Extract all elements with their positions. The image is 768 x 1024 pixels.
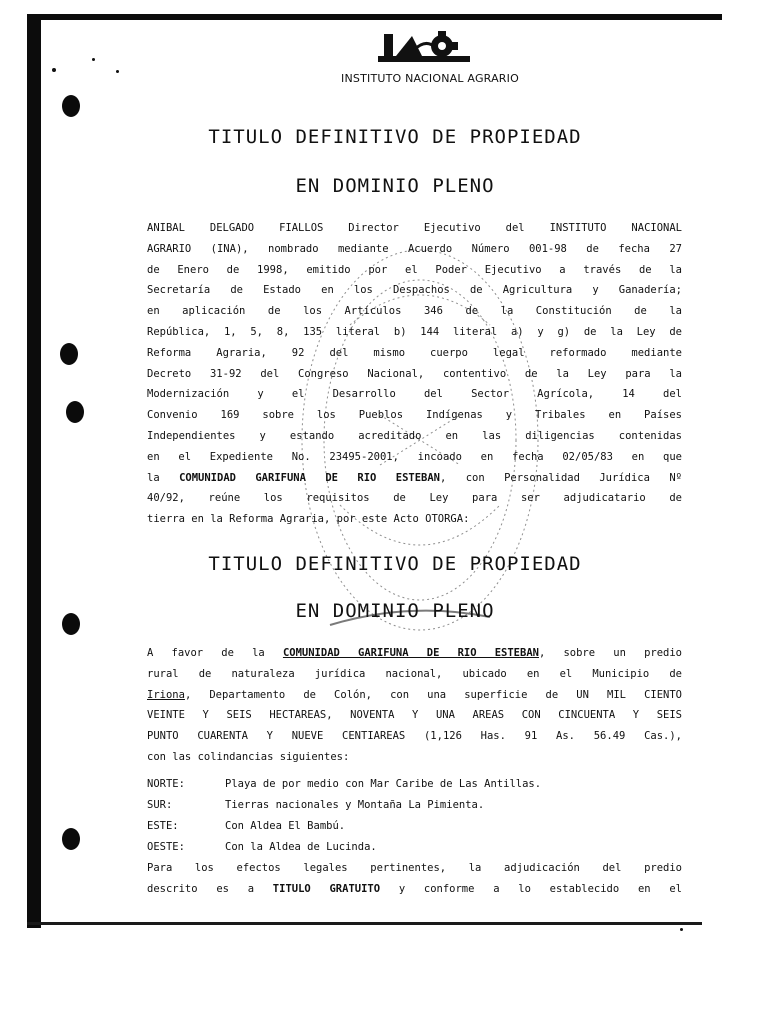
scan-left-edge xyxy=(27,14,41,928)
scan-top-edge xyxy=(27,14,722,20)
punch-hole-icon xyxy=(62,828,80,850)
closing-suffix: y conforme a lo establecido en el xyxy=(398,882,682,895)
scan-speck xyxy=(680,928,683,931)
boundary-label: ESTE: xyxy=(147,820,179,832)
boundary-text: Con Aldea El Bambú. xyxy=(225,820,346,832)
boundary-text: Playa de por medio con Mar Caribe de Las Antillas. xyxy=(225,778,542,790)
favor-name: COMUNIDAD GARIFUNA DE RIO ESTEBAN xyxy=(282,647,539,659)
organization-name: INSTITUTO NACIONAL AGRARIO xyxy=(341,72,519,85)
boundary-north xyxy=(147,778,541,790)
grant-paragraph xyxy=(147,643,682,768)
ina-logo-icon xyxy=(378,26,470,70)
closing-line-2 xyxy=(147,879,682,900)
community-prefix: la xyxy=(147,471,160,484)
preamble-line: Decreto 31-92 del Congreso Nacional, contentivo de la Ley para la xyxy=(147,367,682,380)
preamble-line: en aplicación de los Artículos 346 de la Constitución de la xyxy=(147,305,682,318)
boundary-west xyxy=(147,841,377,853)
preamble-line: República, 1, 5, 8, 135 literal b) 144 literal a) y g) de la Ley de xyxy=(147,325,682,338)
boundary-label: OESTE: xyxy=(147,841,185,853)
punch-hole-icon xyxy=(62,95,80,117)
grant-line: PUNTO CUARENTA Y NUEVE CENTIAREAS (1,126 Has. 91 As. 56.49 Cas.), xyxy=(147,730,682,743)
grant-subtitle: EN DOMINIO PLENO xyxy=(295,600,495,622)
grant-line: VEINTE Y SEIS HECTAREAS, NOVENTA Y UNA AREAS CON CINCUENTA Y SEIS xyxy=(147,709,682,722)
grant-title: TITULO DEFINITIVO DE PROPIEDAD xyxy=(208,553,582,575)
community-suffix: , con Personalidad Jurídica Nº xyxy=(440,471,682,484)
boundary-label: SUR: xyxy=(147,799,173,811)
scan-speck xyxy=(92,58,95,61)
community-line xyxy=(147,468,682,489)
scan-bottom-edge xyxy=(27,922,702,925)
community-name: COMUNIDAD GARIFUNA DE RIO ESTEBAN xyxy=(179,471,440,484)
preamble-line: 40/92, reúne los requisitos de Ley para ser adjudicatario de xyxy=(147,492,682,505)
title-type: TITULO GRATUITO xyxy=(272,882,381,895)
scan-speck xyxy=(52,68,56,72)
boundary-east xyxy=(147,820,345,832)
boundary-label: NORTE: xyxy=(147,778,185,790)
preamble-paragraph xyxy=(147,218,682,530)
closing-line: Para los efectos legales pertinentes, la adjudicación del predio xyxy=(147,862,682,874)
preamble-line: de Enero de 1998, emitido por el Poder Ejecutivo a través de la xyxy=(147,263,682,276)
scan-speck xyxy=(116,70,119,73)
preamble-line: tierra en la Reforma Agraria, por este Acto OTORGA: xyxy=(147,513,470,526)
preamble-line: Reforma Agraria, 92 del mismo cuerpo legal reformado mediante xyxy=(147,346,682,359)
favor-prefix: A favor de la xyxy=(147,647,265,659)
boundary-south xyxy=(147,799,484,811)
grant-line-rest: , Departamento de Colón, con una superficie de UN MIL CIENTO xyxy=(184,688,682,701)
closing-paragraph xyxy=(147,858,682,900)
boundary-text: Con la Aldea de Lucinda. xyxy=(225,841,377,853)
punch-hole-icon xyxy=(60,343,78,365)
punch-hole-icon xyxy=(66,401,84,423)
grant-line: rural de naturaleza jurídica nacional, ubicado en el Municipio de xyxy=(147,667,682,680)
preamble-line: Secretaría de Estado en los Despachos de Agricultura y Ganadería; xyxy=(147,284,682,297)
grant-municipality-line xyxy=(147,685,682,706)
preamble-line: AGRARIO (INA), nombrado mediante Acuerdo Número 001-98 de fecha 27 xyxy=(147,242,682,255)
preamble-line: Modernización y el Desarrollo del Sector Agrícola, 14 del xyxy=(147,388,682,401)
closing-prefix: descrito es a xyxy=(147,882,255,895)
favor-suffix: , sobre un predio xyxy=(538,647,682,659)
municipality-name: Iriona xyxy=(147,688,185,701)
preamble-line: en el Expediente No. 23495-2001, incoado en fecha 02/05/83 en que xyxy=(147,450,682,463)
document-title: TITULO DEFINITIVO DE PROPIEDAD xyxy=(208,126,582,148)
boundary-text: Tierras nacionales y Montaña La Pimienta. xyxy=(225,799,485,811)
grant-favor-line xyxy=(147,643,682,664)
preamble-line: Convenio 169 sobre los Pueblos Indígenas y Tribales en Países xyxy=(147,409,682,422)
preamble-line: ANIBAL DELGADO FIALLOS Director Ejecutivo del INSTITUTO NACIONAL xyxy=(147,222,682,234)
preamble-line: Independientes y estando acreditado en las diligencias contenidas xyxy=(147,429,682,442)
document-subtitle: EN DOMINIO PLENO xyxy=(295,175,495,197)
grant-line: con las colindancias siguientes: xyxy=(147,750,350,763)
